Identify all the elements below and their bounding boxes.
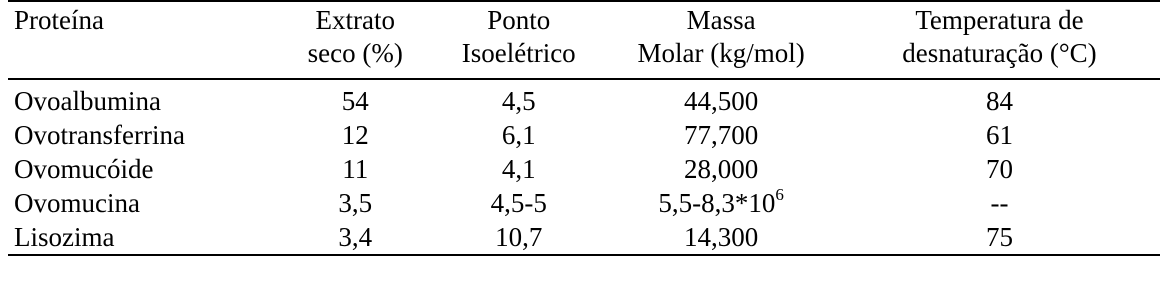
cell-protein: Ovomucina (14, 187, 140, 218)
header-isoelectric-point-line-2: Isoelétrico (461, 38, 576, 68)
table-row (8, 186, 1160, 220)
header-dry-extract (276, 1, 434, 79)
cell-molar-mass (603, 152, 839, 186)
table-row (8, 152, 1160, 186)
cell-denaturation-temp: 61 (985, 119, 1013, 150)
cell-dry-extract: 54 (341, 85, 369, 116)
cell-denaturation-temp: 84 (985, 85, 1013, 116)
table-row (8, 220, 1160, 255)
header-isoelectric-point (434, 1, 603, 79)
header-protein (8, 1, 276, 79)
header-molar-mass (603, 1, 839, 79)
cell-dry-extract: 3,5 (338, 187, 373, 218)
cell-protein: Ovoalbumina (14, 85, 161, 116)
cell-molar-mass-value: 14,300 (683, 221, 759, 252)
cell-isoelectric-point: 4,1 (501, 153, 536, 184)
cell-molar-mass-value: 5,5-8,3*10 (658, 187, 776, 218)
cell-denaturation-temp: 75 (839, 220, 1160, 255)
header-isoelectric-point-line-1: Ponto (487, 5, 551, 35)
cell-protein: Ovomucóide (14, 153, 154, 184)
cell-molar-mass-value: 28,000 (683, 153, 759, 184)
table-row (8, 118, 1160, 152)
cell-denaturation-temp: 70 (985, 153, 1013, 184)
cell-isoelectric-point: 6,1 (501, 119, 536, 150)
cell-dry-extract: 11 (342, 153, 369, 184)
header-molar-mass-line-1: Massa (686, 5, 756, 35)
header-protein-line-1: Proteína (14, 5, 104, 35)
header-dry-extract-line-2: seco (%) (307, 38, 403, 68)
cell-molar-mass (603, 220, 839, 255)
cell-isoelectric-point: 4,5-5 (490, 187, 547, 218)
header-denaturation-temp-line-2: desnaturação (°C) (902, 38, 1097, 68)
table-body (8, 79, 1160, 255)
cell-molar-mass (603, 186, 839, 220)
cell-molar-mass-value: 44,500 (683, 85, 759, 116)
table-row (8, 79, 1160, 118)
cell-molar-mass-exponent: 6 (775, 184, 784, 204)
cell-dry-extract: 12 (341, 119, 369, 150)
header-molar-mass-line-2: Molar (kg/mol) (637, 38, 805, 68)
cell-molar-mass (603, 118, 839, 152)
cell-dry-extract: 3,4 (276, 220, 434, 255)
table-header (8, 1, 1160, 79)
cell-isoelectric-point: 10,7 (434, 220, 603, 255)
header-dry-extract-line-1: Extrato (315, 5, 396, 35)
cell-isoelectric-point: 4,5 (501, 85, 536, 116)
cell-molar-mass-value: 77,700 (683, 119, 759, 150)
cell-molar-mass (603, 79, 839, 118)
header-denaturation-temp-line-1: Temperatura de (915, 5, 1084, 35)
header-row (8, 1, 1160, 79)
header-denaturation-temp (839, 1, 1160, 79)
cell-denaturation-temp: -- (990, 187, 1009, 218)
cell-protein: Lisozima (8, 220, 276, 255)
cell-protein: Ovotransferrina (14, 119, 185, 150)
egg-white-proteins-table (8, 0, 1160, 256)
